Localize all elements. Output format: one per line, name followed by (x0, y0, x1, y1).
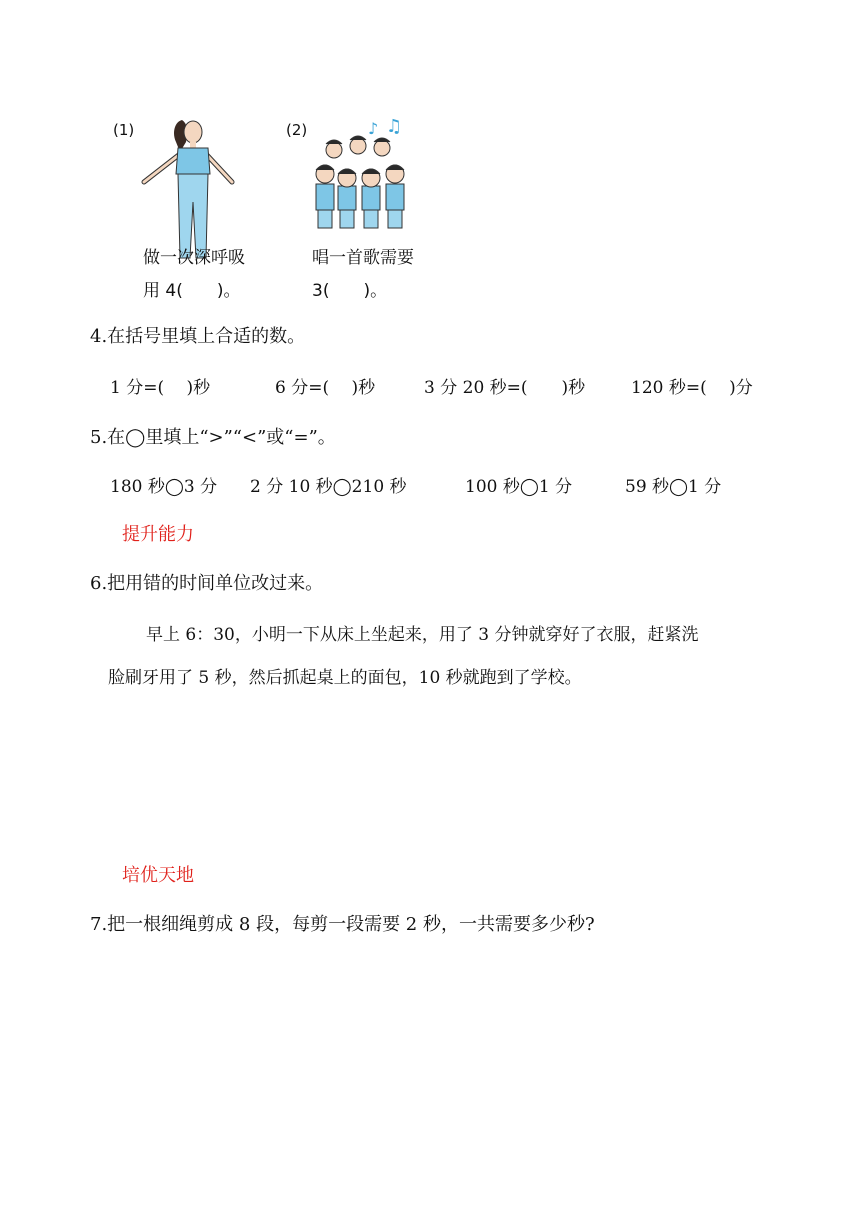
q5-item-4: 59 秒◯1 分 (625, 477, 722, 497)
breathing-woman-illustration-icon (138, 112, 236, 260)
q5-item-3: 100 秒◯1 分 (465, 477, 573, 497)
figure-1-caption: 做一次深呼吸 (143, 248, 245, 268)
section-heading-excellence: 培优天地 (122, 865, 194, 886)
figure-2-caption: 唱一首歌需要 (312, 248, 414, 268)
section-heading-improve: 提升能力 (122, 524, 194, 545)
figure-2-answer: 3( )。 (312, 281, 388, 301)
figure-2-label: (2) (286, 121, 308, 139)
svg-text:♪: ♪ (368, 119, 379, 138)
question-7-title: 7.把一根细绳剪成 8 段，每剪一段需要 2 秒，一共需要多少秒? (90, 914, 595, 935)
q4-item-1: 1 分=( )秒 (110, 378, 211, 398)
q6-paragraph-line-1: 早上 6：30，小明一下从床上坐起来，用了 3 分钟就穿好了衣服，赶紧洗 (146, 625, 699, 645)
q4-item-4: 120 秒=( )分 (631, 378, 753, 398)
svg-text:♫: ♫ (386, 116, 403, 137)
q4-item-2: 6 分=( )秒 (275, 378, 376, 398)
question-6-title: 6.把用错的时间单位改过来。 (90, 573, 324, 594)
q4-item-3: 3 分 20 秒=( )秒 (424, 378, 586, 398)
question-4-title: 4.在括号里填上合适的数。 (90, 326, 306, 347)
figure-1-label: (1) (113, 121, 135, 139)
q6-paragraph-line-2: 脸刷牙用了 5 秒，然后抓起桌上的面包，10 秒就跑到了学校。 (108, 668, 582, 688)
question-5-title: 5.在◯里填上“>”“<”或“=”。 (90, 427, 336, 448)
singing-children-illustration-icon (310, 112, 410, 230)
q5-item-1: 180 秒◯3 分 (110, 477, 218, 497)
q5-item-2: 2 分 10 秒◯210 秒 (250, 477, 407, 497)
figure-1-answer: 用 4( )。 (143, 281, 241, 301)
